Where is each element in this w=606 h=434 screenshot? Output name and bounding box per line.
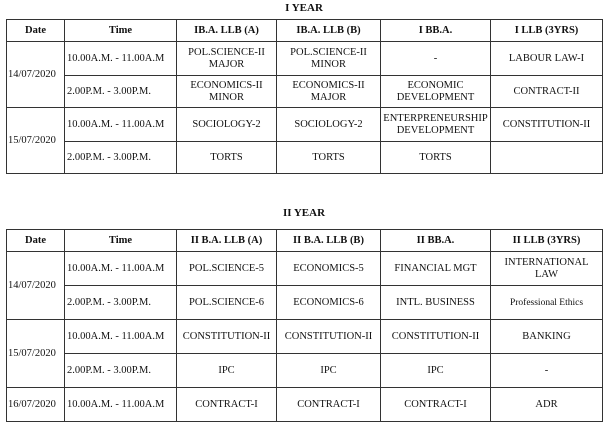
table-row [7, 286, 603, 320]
header-ba-llb-b[interactable]: II B.A. LLB (B) [277, 230, 381, 252]
header-llb-3yrs[interactable]: II LLB (3YRS) [491, 230, 603, 252]
table-row [7, 142, 603, 174]
subject-cell[interactable]: - [381, 42, 491, 76]
subject-cell[interactable]: ENTERPRENEURSHIP DEVELOPMENT [381, 108, 491, 142]
subject-cell[interactable]: Professional Ethics [491, 286, 603, 320]
year1-header-row [7, 20, 603, 42]
header-time[interactable]: Time [65, 230, 177, 252]
subject-cell[interactable]: ECONOMICS-II MAJOR [277, 76, 381, 108]
subject-cell[interactable]: INTL. BUSINESS [381, 286, 491, 320]
date-cell[interactable]: 14/07/2020 [7, 42, 65, 108]
subject-cell[interactable]: TORTS [177, 142, 277, 174]
year2-header-row [7, 230, 603, 252]
time-cell[interactable]: 10.00A.M. - 11.00A.M [65, 388, 177, 422]
header-date[interactable]: Date [7, 230, 65, 252]
subject-cell[interactable]: ECONOMICS-6 [277, 286, 381, 320]
date-cell[interactable]: 15/07/2020 [7, 108, 65, 174]
time-cell[interactable]: 2.00P.M. - 3.00P.M. [65, 286, 177, 320]
header-llb-3yrs[interactable]: I LLB (3YRS) [491, 20, 603, 42]
subject-cell[interactable] [491, 142, 603, 174]
subject-cell[interactable]: CONTRACT-I [177, 388, 277, 422]
header-ba-llb-a[interactable]: IB.A. LLB (A) [177, 20, 277, 42]
year1-table [6, 19, 603, 174]
year1-title: I YEAR [285, 2, 323, 14]
subject-cell[interactable]: CONSTITUTION-II [277, 320, 381, 354]
subject-cell[interactable]: BANKING [491, 320, 603, 354]
header-time[interactable]: Time [65, 20, 177, 42]
subject-cell[interactable]: IPC [381, 354, 491, 388]
subject-cell[interactable]: CONTRACT-II [491, 76, 603, 108]
table-row [7, 388, 603, 422]
date-cell[interactable]: 15/07/2020 [7, 320, 65, 388]
subject-cell[interactable]: - [491, 354, 603, 388]
subject-cell[interactable]: CONSTITUTION-II [381, 320, 491, 354]
subject-cell[interactable]: INTERNATIONAL LAW [491, 252, 603, 286]
time-cell[interactable]: 10.00A.M. - 11.00A.M [65, 252, 177, 286]
subject-cell[interactable]: CONTRACT-I [277, 388, 381, 422]
header-bba[interactable]: II BB.A. [381, 230, 491, 252]
subject-cell[interactable]: TORTS [277, 142, 381, 174]
header-ba-llb-a[interactable]: II B.A. LLB (A) [177, 230, 277, 252]
subject-cell[interactable]: CONTRACT-I [381, 388, 491, 422]
year2-title: II YEAR [282, 207, 326, 219]
table-row [7, 108, 603, 142]
subject-cell[interactable]: SOCIOLOGY-2 [177, 108, 277, 142]
table-row [7, 320, 603, 354]
subject-cell[interactable]: IPC [177, 354, 277, 388]
time-cell[interactable]: 10.00A.M. - 11.00A.M [65, 108, 177, 142]
time-cell[interactable]: 10.00A.M. - 11.00A.M [65, 42, 177, 76]
table-row [7, 42, 603, 76]
subject-cell[interactable]: IPC [277, 354, 381, 388]
header-bba[interactable]: I BB.A. [381, 20, 491, 42]
year2-table [6, 229, 603, 422]
table-row [7, 76, 603, 108]
time-cell[interactable]: 2.00P.M. - 3.00P.M. [65, 142, 177, 174]
time-cell[interactable]: 10.00A.M. - 11.00A.M [65, 320, 177, 354]
table-row [7, 354, 603, 388]
subject-cell[interactable]: LABOUR LAW-I [491, 42, 603, 76]
subject-cell[interactable]: POL.SCIENCE-II MAJOR [177, 42, 277, 76]
subject-cell[interactable]: ADR [491, 388, 603, 422]
table-row [7, 252, 603, 286]
subject-cell[interactable]: POL.SCIENCE-II MINOR [277, 42, 381, 76]
header-ba-llb-b[interactable]: IB.A. LLB (B) [277, 20, 381, 42]
subject-cell[interactable]: SOCIOLOGY-2 [277, 108, 381, 142]
date-cell[interactable]: 16/07/2020 [7, 388, 65, 422]
time-cell[interactable]: 2.00P.M. - 3.00P.M. [65, 354, 177, 388]
subject-cell[interactable]: FINANCIAL MGT [381, 252, 491, 286]
subject-cell[interactable]: ECONOMICS-II MINOR [177, 76, 277, 108]
subject-cell[interactable]: POL.SCIENCE-6 [177, 286, 277, 320]
subject-cell[interactable]: CONSTITUTION-II [177, 320, 277, 354]
date-cell[interactable]: 14/07/2020 [7, 252, 65, 320]
subject-cell[interactable]: CONSTITUTION-II [491, 108, 603, 142]
subject-cell[interactable]: ECONOMIC DEVELOPMENT [381, 76, 491, 108]
subject-cell[interactable]: TORTS [381, 142, 491, 174]
header-date[interactable]: Date [7, 20, 65, 42]
subject-cell[interactable]: ECONOMICS-5 [277, 252, 381, 286]
time-cell[interactable]: 2.00P.M. - 3.00P.M. [65, 76, 177, 108]
subject-cell[interactable]: POL.SCIENCE-5 [177, 252, 277, 286]
